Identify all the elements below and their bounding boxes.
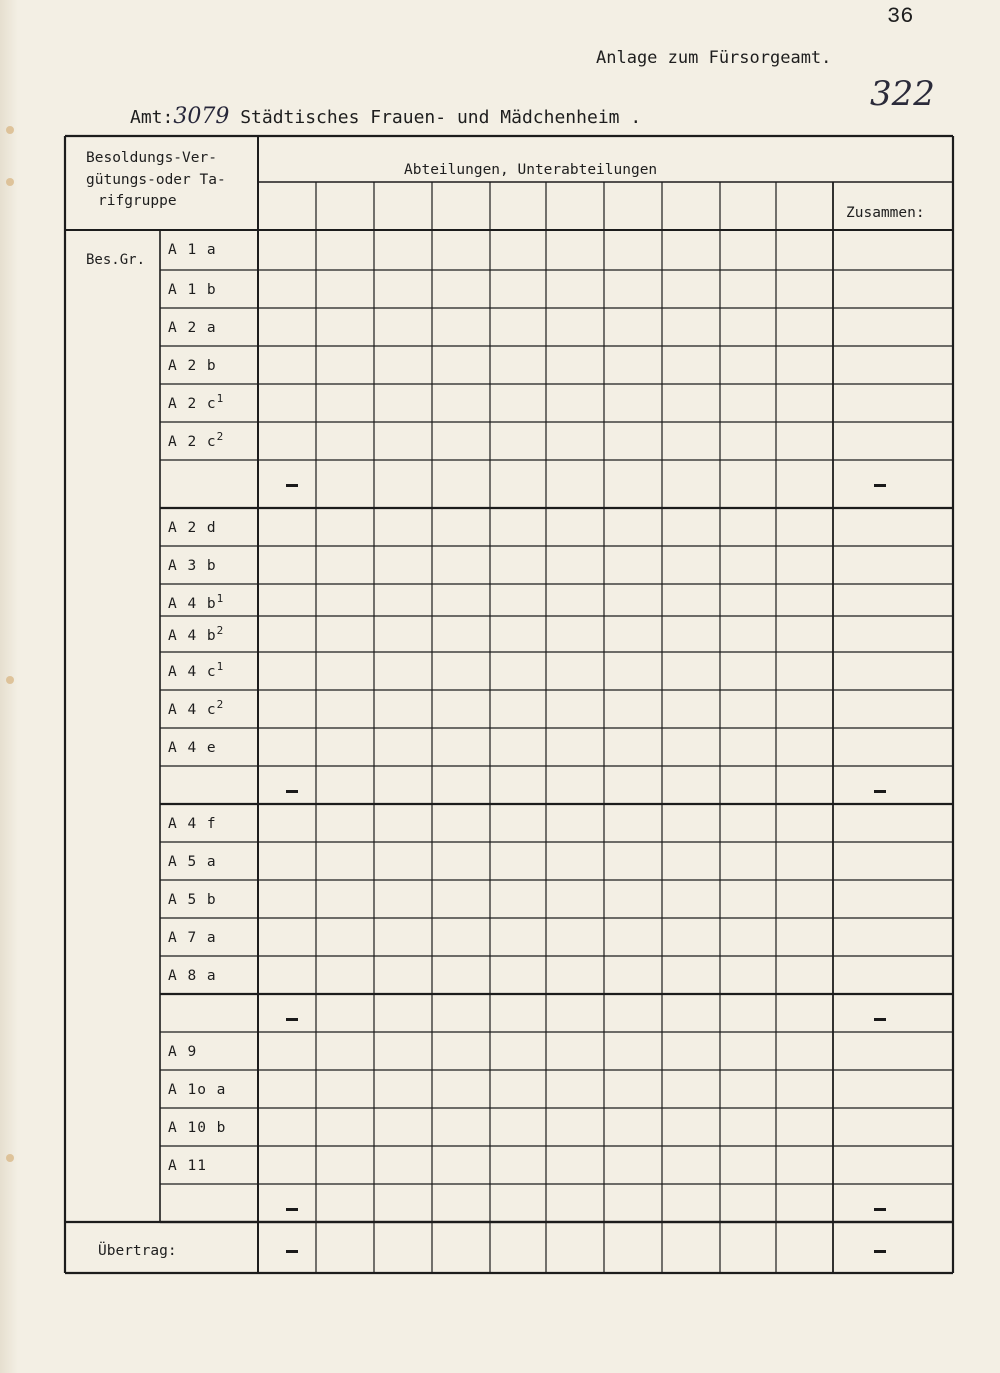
row-label: A 2 b [168, 358, 217, 374]
office-name: Städtisches Frauen- und Mädchenheim . [240, 107, 642, 128]
row-label: A 1 b [168, 282, 217, 298]
row-label: A 2 $c^2$ [168, 430, 225, 450]
total-header: Zusammen: [846, 205, 925, 221]
group-prefix: Bes.Gr. [86, 252, 146, 268]
group-header-line-2: gütungs-oder Ta- [86, 172, 226, 188]
office-prefix: Amt: [130, 107, 174, 128]
row-label: A 4 e [168, 740, 217, 756]
row-label-superscript: 2 [216, 430, 225, 444]
page-number: 36 [887, 4, 914, 29]
departments-header: Abteilungen, Unterabteilungen [404, 162, 658, 178]
row-label: A 10 b [168, 1120, 227, 1136]
row-label-superscript: 2 [216, 698, 225, 712]
subtotal-mark-left [286, 1018, 298, 1021]
row-label: A 4 $c^2$ [168, 698, 225, 718]
row-label: A 3 b [168, 558, 217, 574]
row-label-superscript: 1 [216, 392, 225, 406]
carryover-mark-left [286, 1250, 298, 1253]
handwritten-number: 322 [870, 74, 935, 114]
row-label: A 4 $b^1$ [168, 592, 225, 612]
row-label: A 8 a [168, 968, 217, 984]
subtotal-mark-total [874, 1018, 886, 1021]
row-label: A 5 a [168, 854, 217, 870]
row-label-superscript: 1 [216, 660, 225, 674]
carryover-label: Übertrag: [98, 1243, 177, 1259]
subtotal-mark-left [286, 790, 298, 793]
row-label: A 5 b [168, 892, 217, 908]
row-label: A 2 $c^1$ [168, 392, 225, 412]
row-label: A 11 [168, 1158, 207, 1174]
row-label: A 4 f [168, 816, 217, 832]
row-label: A 2 a [168, 320, 217, 336]
row-label: A 2 d [168, 520, 217, 536]
row-label: A 7 a [168, 930, 217, 946]
subtotal-mark-left [286, 484, 298, 487]
row-label: A 4 $c^1$ [168, 660, 225, 680]
carryover-mark-total [874, 1250, 886, 1253]
row-label: A 1 a [168, 242, 217, 258]
subtotal-mark-total [874, 484, 886, 487]
subtotal-mark-left [286, 1208, 298, 1211]
subtotal-mark-total [874, 790, 886, 793]
row-label: A 9 [168, 1044, 198, 1060]
group-header-line-3: rifgruppe [98, 193, 177, 209]
row-label: A 4 $b^2$ [168, 624, 225, 644]
office-number: 3079 [173, 104, 230, 129]
group-header-line-1: Besoldungs-Ver- [86, 150, 217, 166]
subtotal-mark-total [874, 1208, 886, 1211]
row-label: A 1o a [168, 1082, 227, 1098]
row-label-superscript: 2 [216, 624, 225, 638]
row-label-superscript: 1 [216, 592, 225, 606]
annex-title: Anlage zum Fürsorgeamt. [596, 48, 832, 68]
